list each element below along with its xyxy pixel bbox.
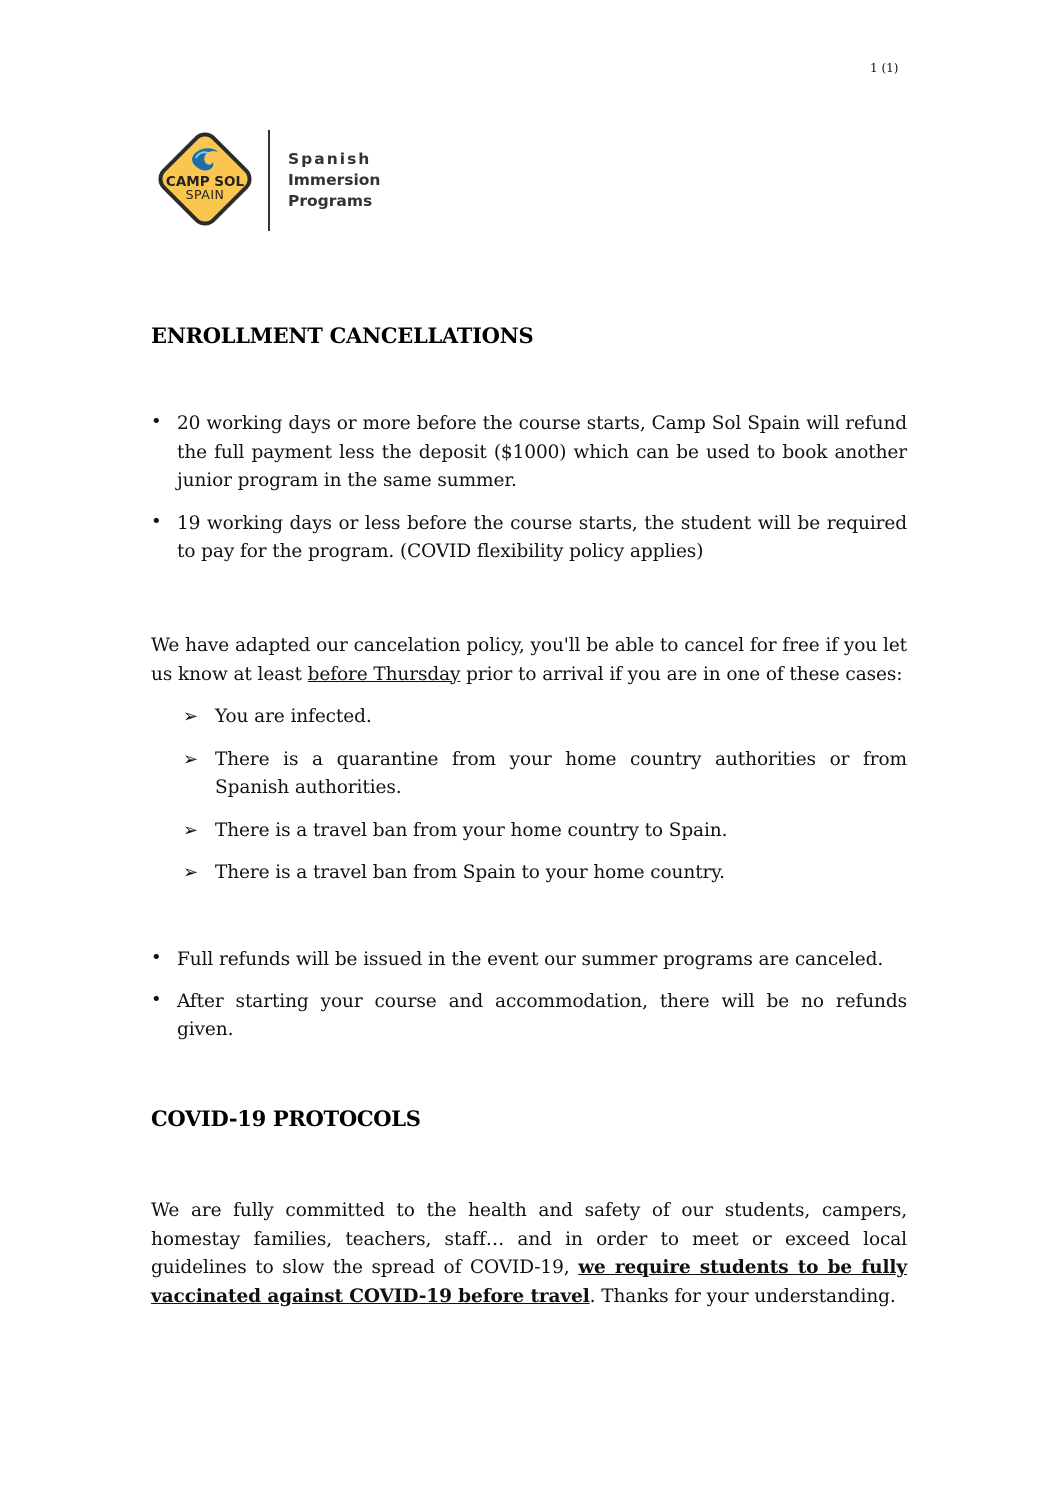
- list-item: [183, 746, 907, 803]
- cancellation-terms-list: [151, 410, 907, 567]
- adapted-intro: We have adapted our cancelation policy, you'll be able to cancel for free if you let us know at least: [151, 635, 907, 685]
- logo-tagline-1: Spanish: [288, 150, 372, 168]
- list-item-text: Full refunds will be issued in the event our summer programs are canceled.: [177, 949, 884, 970]
- before-thursday-underlined: before Thursday: [307, 663, 461, 685]
- logo-badge-line2: SPAIN: [185, 187, 225, 202]
- list-item: [151, 946, 907, 975]
- list-item-text: There is a travel ban from Spain to your home country.: [215, 862, 725, 884]
- arrow-bullet-icon: ➢: [183, 862, 198, 884]
- list-item: [151, 988, 907, 1045]
- list-item-text: You are infected.: [215, 706, 372, 727]
- logo-tagline-3: Programs: [288, 192, 373, 210]
- vaccination-requirement: we require students to be fully vaccinated against COVID-19 before travel: [151, 1257, 907, 1307]
- list-item-text: 20 working days or more before the course starts, Camp Sol Spain will refund the full payment less the deposit ($1000) which can be used to book another junior program in the same summer.: [177, 413, 907, 492]
- logo-tagline-2: Immersion: [288, 171, 381, 189]
- covid-paragraph: [151, 1197, 907, 1311]
- logo-graphic: [152, 128, 382, 233]
- logo-badge-line1: CAMP SOL: [165, 174, 245, 190]
- bullet-icon: •: [151, 510, 162, 532]
- list-item: [183, 703, 907, 732]
- page-number: 1 (1): [870, 61, 899, 75]
- covid-heading: COVID-19 PROTOCOLS: [151, 1106, 421, 1131]
- list-item-text: There is a quarantine from your home country authorities or from Spanish authorities.: [215, 748, 907, 799]
- list-item: [151, 410, 907, 496]
- list-item-text: After starting your course and accommodation, there will be no refunds given.: [177, 990, 907, 1041]
- list-item-text: 19 working days or less before the course starts, the student will be required to pay for the program. (COVID flexibility policy applies): [177, 512, 907, 563]
- adapted-policy-paragraph: [151, 632, 907, 689]
- covid-intro: We are fully committed to the health and safety of our students, campers, homestay families, teachers, staff… and in order to meet or exceed local guidelines to slow the spread of COVID-19,: [151, 1200, 907, 1279]
- bullet-icon: •: [151, 411, 162, 432]
- enrollment-heading: ENROLLMENT CANCELLATIONS: [151, 323, 534, 348]
- camp-sol-spain-logo: [152, 128, 382, 233]
- bullet-icon: •: [151, 988, 162, 1010]
- list-item: [183, 859, 907, 888]
- arrow-bullet-icon: ➢: [183, 819, 198, 841]
- refund-terms-list: [151, 946, 907, 1045]
- list-item: [183, 817, 907, 846]
- adapted-outro: prior to arrival if you are in one of these cases:: [460, 663, 903, 685]
- free-cancellation-cases-list: [183, 703, 907, 888]
- list-item-text: There is a travel ban from your home country to Spain.: [215, 819, 728, 841]
- covid-outro: . Thanks for your understanding.: [589, 1285, 896, 1307]
- arrow-bullet-icon: ➢: [183, 706, 198, 727]
- arrow-bullet-icon: ➢: [183, 748, 198, 770]
- bullet-icon: •: [151, 947, 162, 968]
- list-item: [151, 510, 907, 567]
